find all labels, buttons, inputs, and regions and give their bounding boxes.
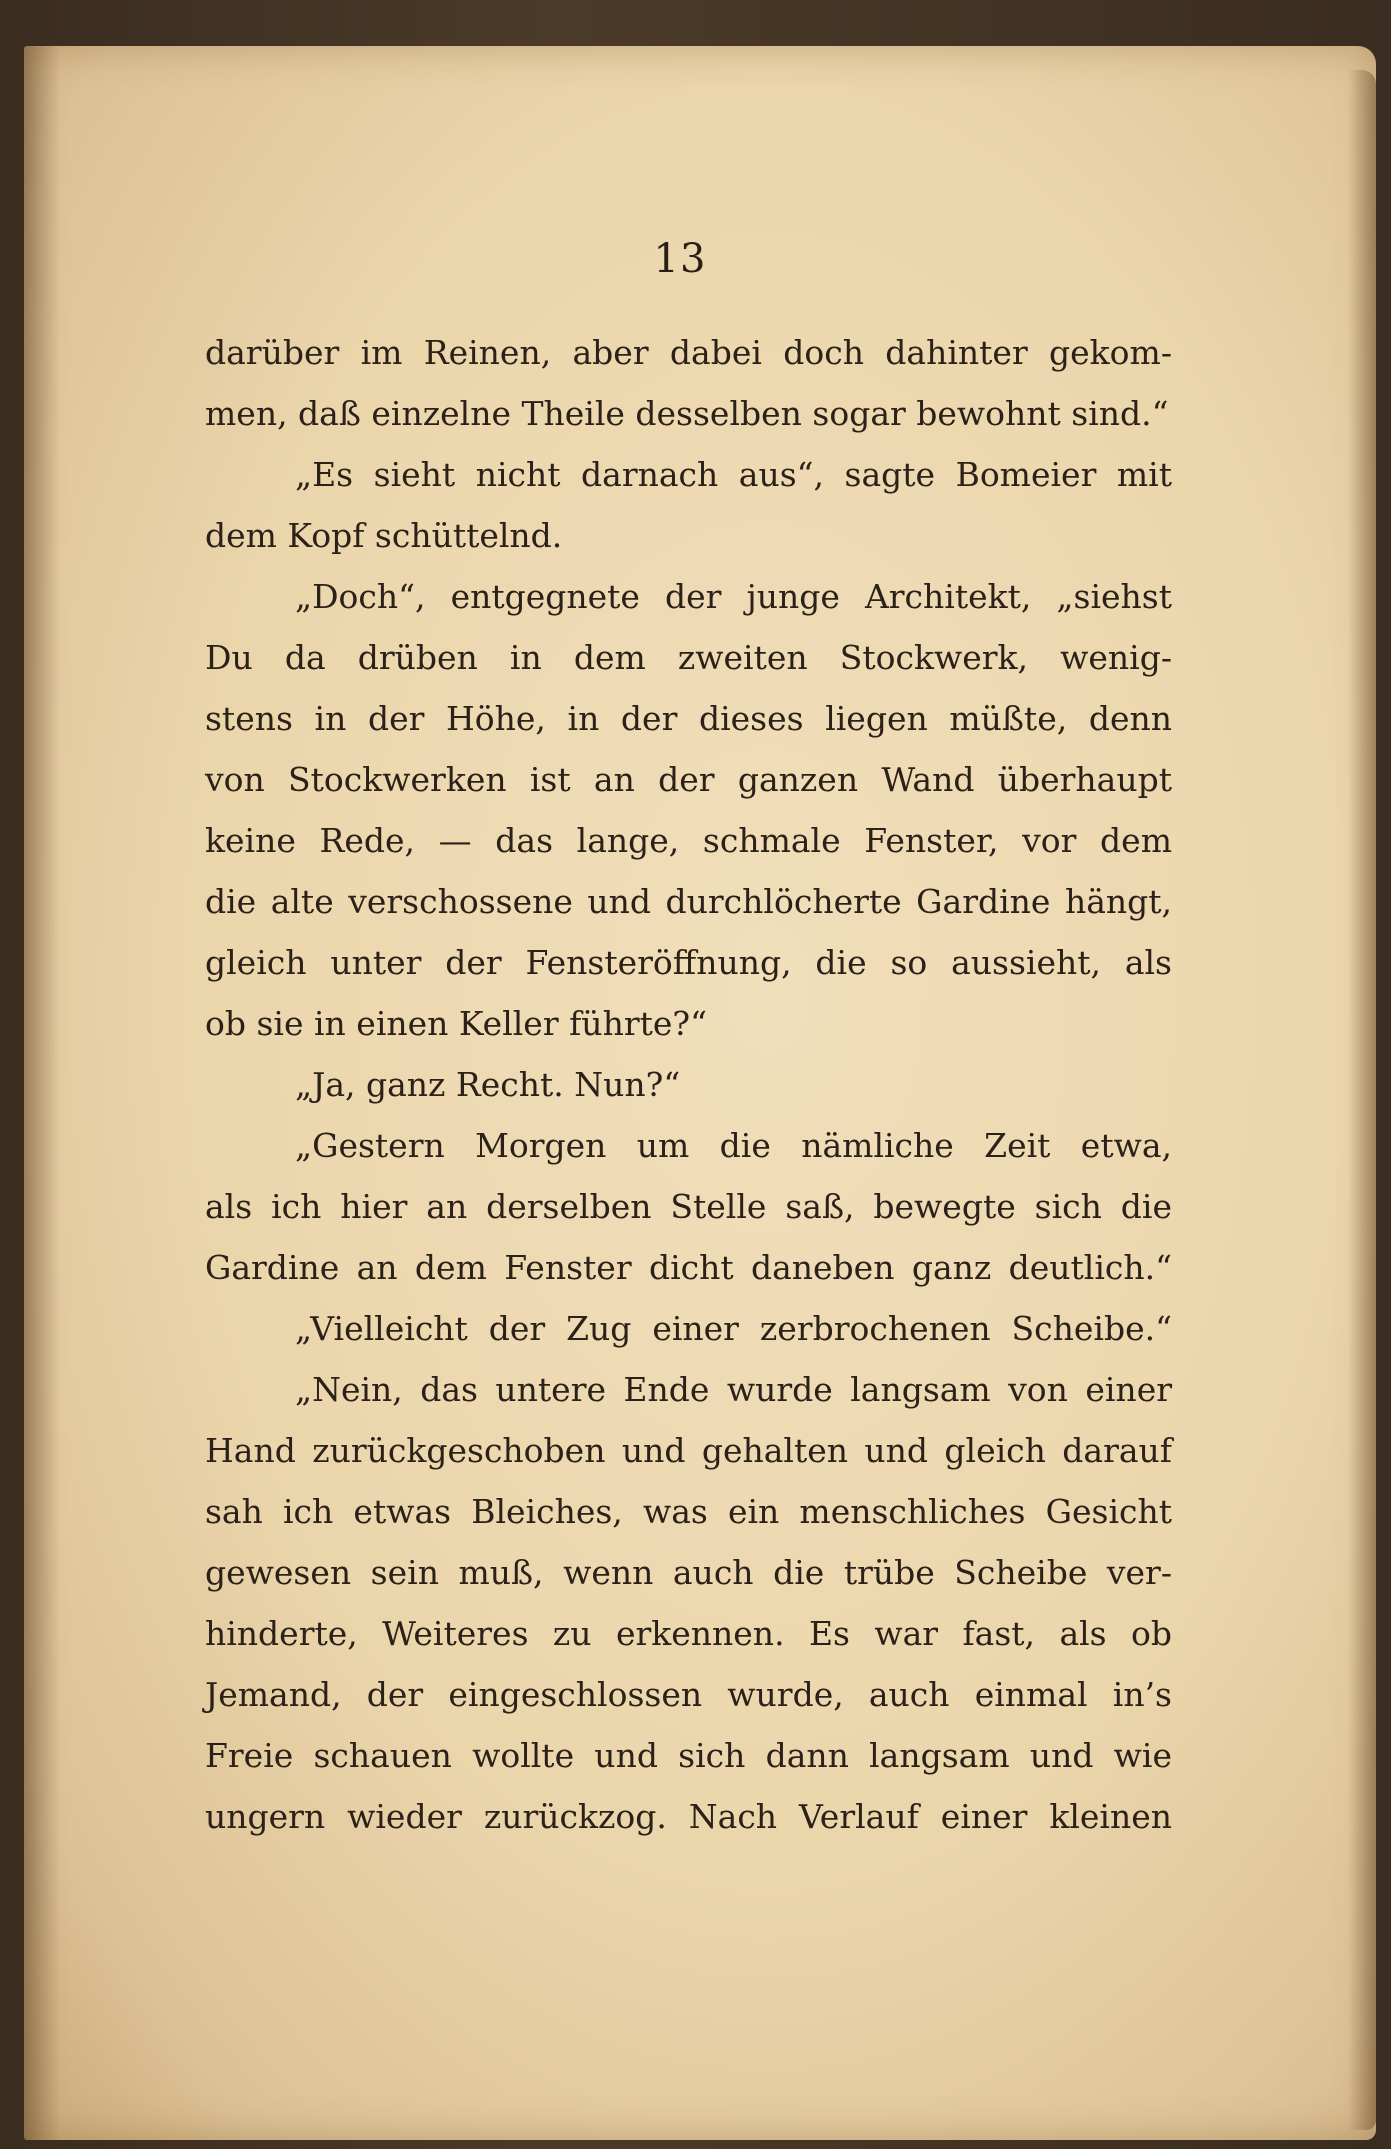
text-line: „Es sieht nicht darnach aus“, sagte Bomeier mit: [295, 455, 1172, 494]
page-number: 13: [653, 236, 707, 282]
text-line: ob sie in einen Keller führte?“: [205, 1004, 707, 1043]
body-text: [205, 322, 1172, 1847]
text-line: sah ich etwas Bleiches, was ein menschliches Gesicht: [205, 1492, 1172, 1531]
text-line: Jemand, der eingeschlossen wurde, auch einmal in’s: [205, 1675, 1172, 1714]
text-line: Gardine an dem Fenster dicht daneben ganz deutlich.“: [205, 1248, 1172, 1287]
text-line: gewesen sein muß, wenn auch die trübe Scheibe ver-: [205, 1553, 1172, 1592]
text-line: „Vielleicht der Zug einer zerbrochenen Scheibe.“: [295, 1309, 1172, 1348]
text-line: hinderte, Weiteres zu erkennen. Es war fast, als ob: [205, 1614, 1172, 1653]
text-line: men, daß einzelne Theile desselben sogar bewohnt sind.“: [205, 394, 1169, 433]
page-edge-shadow: [1348, 70, 1376, 2130]
text-line: Freie schauen wollte und sich dann langsam und wie: [205, 1736, 1172, 1775]
text-line: von Stockwerken ist an der ganzen Wand überhaupt: [205, 760, 1172, 799]
text-line: „Doch“, entgegnete der junge Architekt, „siehst: [295, 577, 1172, 616]
text-line: Du da drüben in dem zweiten Stockwerk, wenig-: [205, 638, 1172, 677]
text-line: stens in der Höhe, in der dieses liegen müßte, denn: [205, 699, 1172, 738]
text-line: darüber im Reinen, aber dabei doch dahinter gekom-: [205, 333, 1172, 372]
text-line: dem Kopf schüttelnd.: [205, 516, 563, 555]
text-line: Hand zurückgeschoben und gehalten und gleich darauf: [205, 1431, 1172, 1470]
text-line: gleich unter der Fensteröffnung, die so aussieht, als: [205, 943, 1172, 982]
text-line: keine Rede, — das lange, schmale Fenster, vor dem: [205, 821, 1172, 860]
text-line: ungern wieder zurückzog. Nach Verlauf einer kleinen: [205, 1797, 1172, 1836]
text-line: als ich hier an derselben Stelle saß, bewegte sich die: [205, 1187, 1172, 1226]
text-line: „Nein, das untere Ende wurde langsam von einer: [295, 1370, 1172, 1409]
text-line: die alte verschossene und durchlöcherte Gardine hängt,: [205, 882, 1172, 921]
text-line: „Gestern Morgen um die nämliche Zeit etwa,: [295, 1126, 1172, 1165]
page-gutter-shadow: [24, 46, 60, 2140]
text-line: „Ja, ganz Recht. Nun?“: [295, 1065, 681, 1104]
